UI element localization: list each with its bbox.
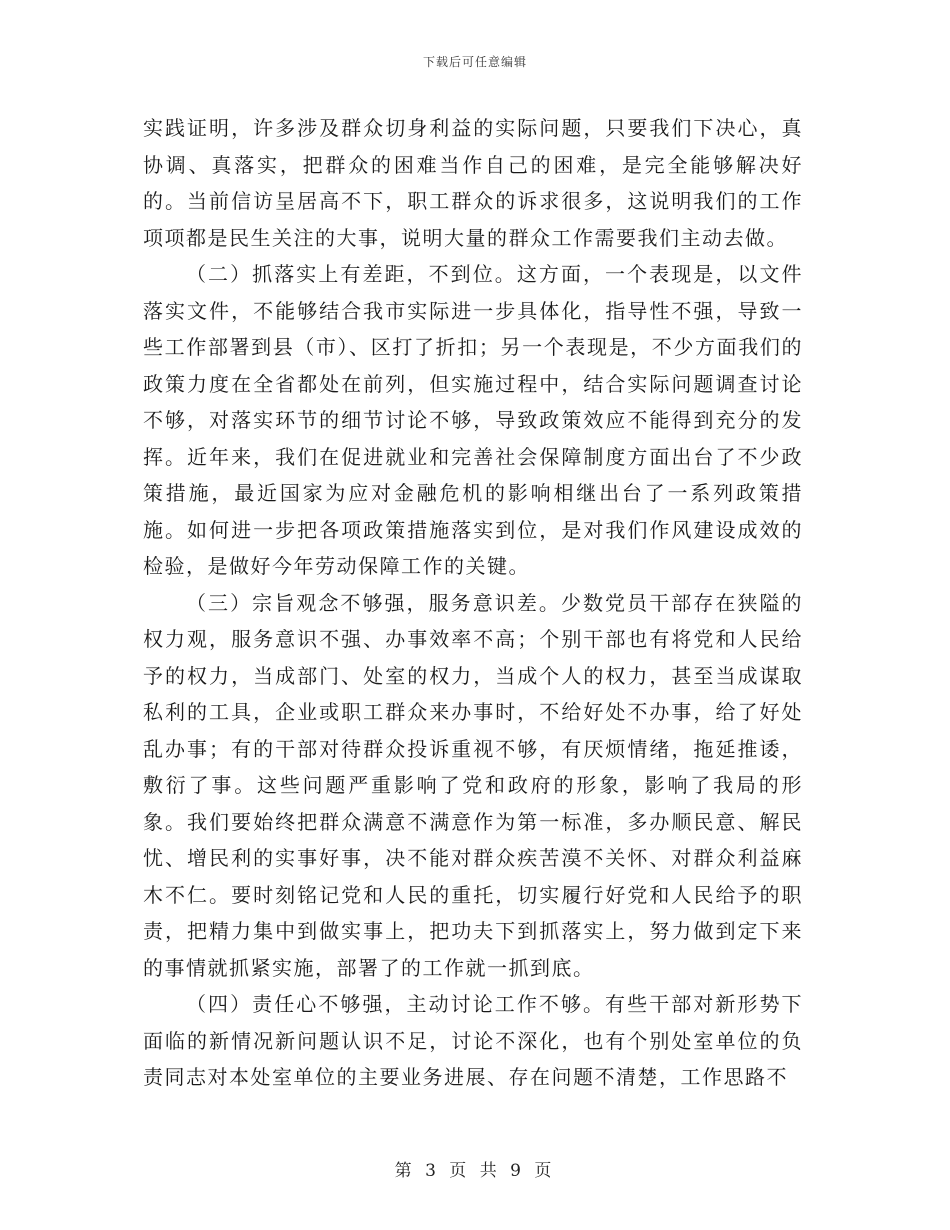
paragraph-1: 实践证明，许多涉及群众切身利益的实际问题，只要我们下决心，真协调、真落实，把群众的困难当作自己的困难，是完全能够解决好的。当前信访呈居高不下，职工群众的诉求很多，这说明我们的工作项项都是民生关注的大事，说明大量的群众工作需要我们主动去做。 [143,116,803,250]
page-header: 下载后可任意编辑 [422,55,527,69]
paragraph-2: （二）抓落实上有差距，不到位。这方面，一个表现是，以文件落实文件，不能够结合我市实际进一步具体化，指导性不强，导致一些工作部署到县（市）、区打了折扣；另一个表现是，不少方面我们的政策力度在全省都处在前列，但实施过程中，结合实际问题调查讨论不够，对落实环节的细节讨论不够，导致政策效应不能得到充分的发挥。近年来，我们在促进就业和完善社会保障制度方面出台了不少政策措施，最近国家为应对金融危机的影响相继出台了一系列政策措施。如何进一步把各项政策措施落实到位，是对我们作风建设成效的检验，是做好今年劳动保障工作的关键。 [143,262,803,578]
document-body [143,110,803,1096]
paragraph-3: （三）宗旨观念不够强，服务意识差。少数党员干部存在狭隘的权力观，服务意识不强、办事效率不高；个别干部也有将党和人民给予的权力，当成部门、处室的权力，当成个人的权力，甚至当成谋取私利的工具，企业或职工群众来办事时，不给好处不办事，给了好处乱办事；有的干部对待群众投诉重视不够，有厌烦情绪，拖延推诿，敷衍了事。这些问题严重影响了党和政府的形象，影响了我局的形象。我们要始终把群众满意不满意作为第一标准，多办顺民意、解民忧、增民利的实事好事，决不能对群众疾苦漠不关怀、对群众利益麻木不仁。要时刻铭记党和人民的重托，切实履行好党和人民给予的职责，把精力集中到做实事上，把功夫下到抓落实上，努力做到定下来的事情就抓紧实施，部署了的工作就一抓到底。 [143,590,803,980]
paragraph-4: （四）责任心不够强，主动讨论工作不够。有些干部对新形势下面临的新情况新问题认识不足，讨论不深化，也有个别处室单位的负责同志对本处室单位的主要业务进展、存在问题不清楚，工作思路不 [143,992,803,1089]
page-number-footer: 第 3 页 共 9 页 [394,1161,556,1181]
